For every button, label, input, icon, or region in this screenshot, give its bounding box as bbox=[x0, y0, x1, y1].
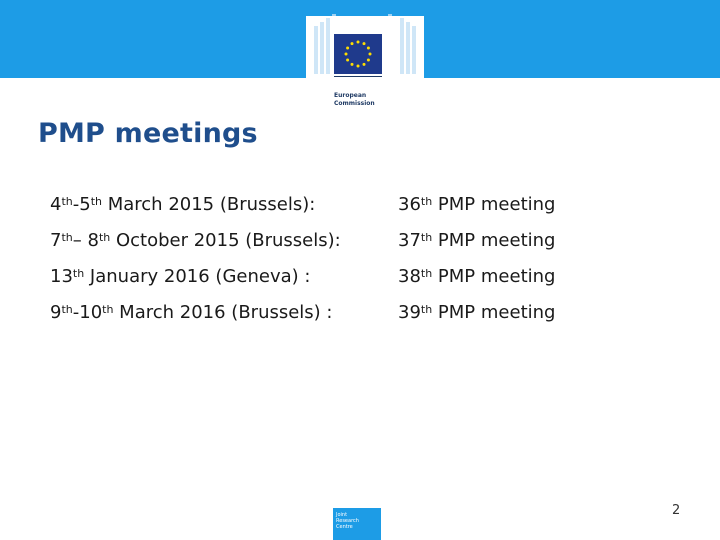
eu-flag-icon bbox=[334, 34, 382, 74]
meeting-row bbox=[50, 266, 556, 287]
row-date: 13th January 2016 (Geneva) : bbox=[50, 266, 311, 287]
page-number: 2 bbox=[672, 503, 681, 518]
jrc-logo-line3: Centre bbox=[336, 524, 353, 530]
jrc-logo-line2: Research bbox=[336, 518, 359, 524]
european-commission-logo bbox=[306, 16, 424, 107]
jrc-logo-line1: Joint bbox=[336, 512, 348, 518]
slide-title: PMP meetings bbox=[38, 118, 258, 149]
logo-label-european: European bbox=[334, 92, 367, 99]
jrc-logo bbox=[333, 508, 381, 540]
row-meeting: 37th PMP meeting bbox=[398, 230, 556, 251]
logo-label-commission: Commission bbox=[334, 100, 375, 107]
ec-logo-graphic bbox=[306, 16, 424, 104]
meeting-row bbox=[50, 230, 556, 251]
row-date: 7th– 8th October 2015 (Brussels): bbox=[50, 230, 341, 251]
row-date: 9th-10th March 2016 (Brussels) : bbox=[50, 302, 333, 323]
meeting-row bbox=[50, 302, 556, 323]
row-date: 4th-5th March 2015 (Brussels): bbox=[50, 194, 316, 215]
row-meeting: 39th PMP meeting bbox=[398, 302, 556, 323]
row-meeting: 36th PMP meeting bbox=[398, 194, 556, 215]
row-meeting: 38th PMP meeting bbox=[398, 266, 556, 287]
meeting-row bbox=[50, 194, 556, 215]
